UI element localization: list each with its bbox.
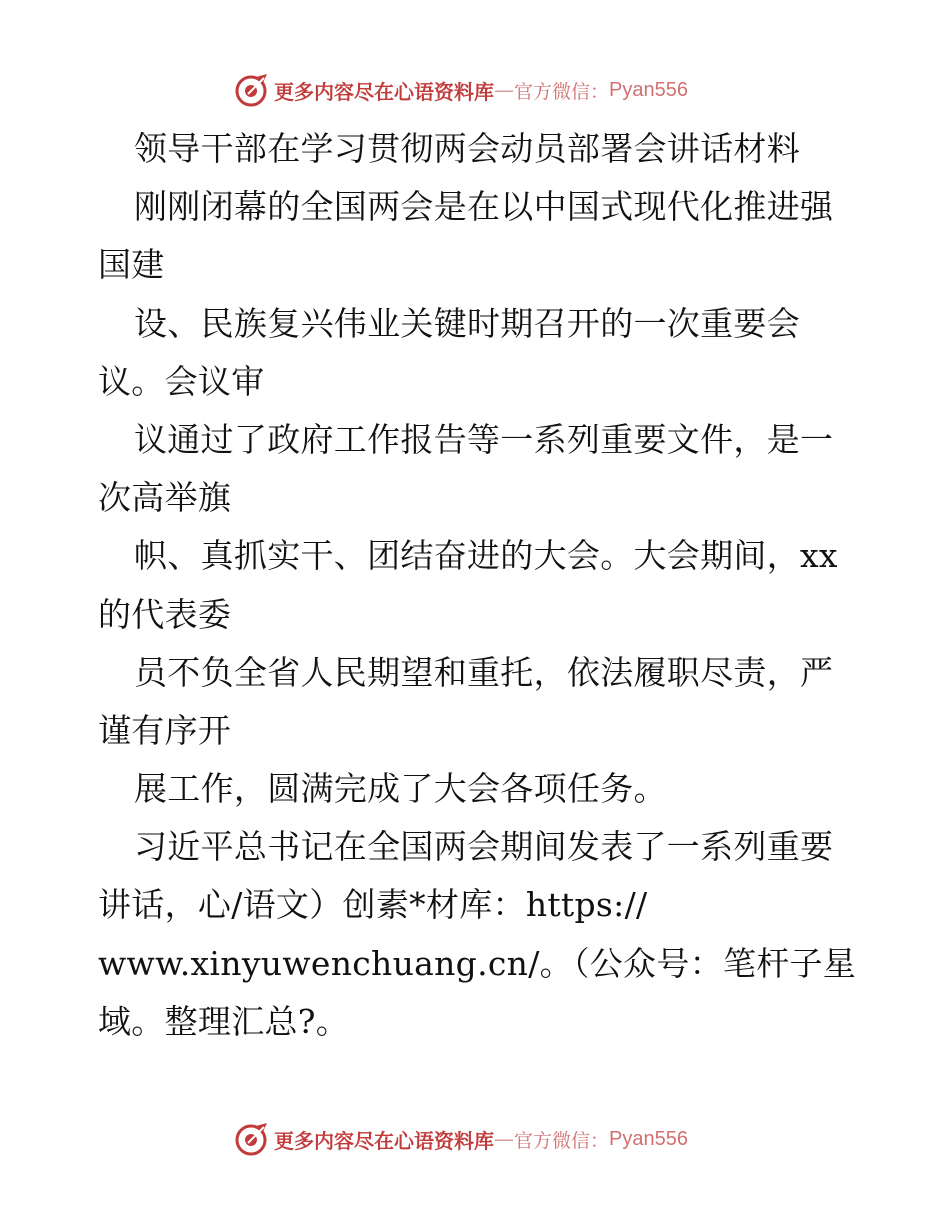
text-line: 议通过了政府工作报告等一系列重要文件，是一 [134,419,834,459]
text-line: 次高举旗 [98,478,232,518]
banner-separator: — [494,1127,514,1151]
banner-wechat-label: 官方微信： [514,80,610,103]
text-line: 讲话，心/语文）创素*材库：https:// [98,885,648,925]
banner-wechat-label: 官方微信： [514,1129,610,1152]
pen-seal-logo-icon [234,1122,270,1156]
banner-main-text: 更多内容尽在心语资料库 [274,79,494,104]
banner-main-text: 更多内容尽在心语资料库 [274,1128,494,1153]
header-banner [234,73,688,107]
text-line: 设、民族复兴伟业关键时期召开的一次重要会 [134,303,800,343]
text-line: 域。整理汇总?。 [98,1001,350,1041]
document-title: 领导干部在学习贯彻两会动员部署会讲话材料 [134,129,800,168]
banner-separator: — [494,78,514,102]
text-line: 帜、真抓实干、团结奋进的大会。大会期间，xx [134,536,838,576]
text-line: 议。会议审 [98,361,265,401]
text-line: 国建 [98,245,165,285]
banner-wechat-id: Pyan556 [609,78,688,101]
footer-banner [234,1122,688,1156]
text-line: 的代表委 [98,594,232,634]
text-line: 谨有序开 [98,710,232,750]
text-line: www.xinyuwenchuang.cn/。（公众号：笔杆子星 [98,943,857,983]
pen-seal-logo-icon [234,73,270,107]
text-line: 刚刚闭幕的全国两会是在以中国式现代化推进强 [134,187,834,227]
document-body [98,120,858,1051]
text-line: 习近平总书记在全国两会期间发表了一系列重要 [134,827,834,867]
banner-wechat-id: Pyan556 [609,1127,688,1150]
text-line: 展工作，圆满完成了大会各项任务。 [134,769,667,809]
text-line: 员不负全省人民期望和重托，依法履职尽责，严 [134,652,834,692]
